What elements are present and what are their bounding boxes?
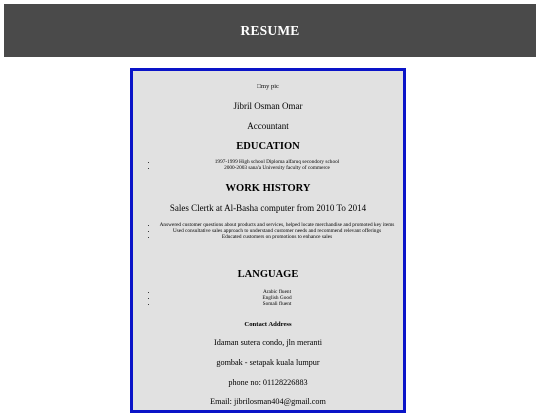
list-item: • Arabic fluent — [157, 289, 397, 295]
work-position: Sales Clertk at Al-Basha computer from 2010 To 2014 — [169, 203, 367, 213]
language-list — [157, 289, 397, 308]
work-history-list — [157, 222, 397, 241]
resume-card — [130, 68, 406, 413]
contact-address-line2: gombak - setapak kuala lumpur — [216, 358, 320, 367]
education-heading: EDUCATION — [236, 141, 300, 152]
education-list — [157, 159, 397, 171]
contact-phone: phone no: 01128226883 — [228, 378, 308, 387]
list-item: • Used consultative sales approach to understand customer needs and recommend relevant offerings — [157, 228, 397, 234]
profile-picture-alt: my pic — [261, 83, 279, 90]
contact-heading: Contact Address — [244, 321, 292, 328]
resume-header-bar — [4, 4, 536, 57]
work-history-heading: WORK HISTORY — [225, 183, 311, 194]
job-title: Accountant — [247, 121, 289, 131]
profile-picture — [133, 83, 403, 91]
list-item: • Educated customers on promotions to enhance sales — [157, 234, 397, 240]
contact-email: Email: jibrilosman404@gmail.com — [210, 397, 326, 406]
page-title: RESUME — [240, 22, 300, 38]
broken-image-icon: □ — [257, 83, 262, 90]
list-item: • Answered customer questions about products and services, helped locate merchandise and promoted key items — [157, 222, 397, 228]
list-item: • Somali fluent — [157, 301, 397, 307]
full-name: Jibril Osman Omar — [233, 101, 303, 111]
list-item: • 2000-2003 sana'a University faculty of commerce — [157, 165, 397, 171]
language-heading: LANGUAGE — [237, 269, 299, 280]
contact-address-line1: Idaman sutera condo, jln meranti — [214, 338, 322, 347]
list-item: • English Good — [157, 295, 397, 301]
list-item: • 1997-1999 High school Diploma alfaruq secondory school — [157, 159, 397, 165]
